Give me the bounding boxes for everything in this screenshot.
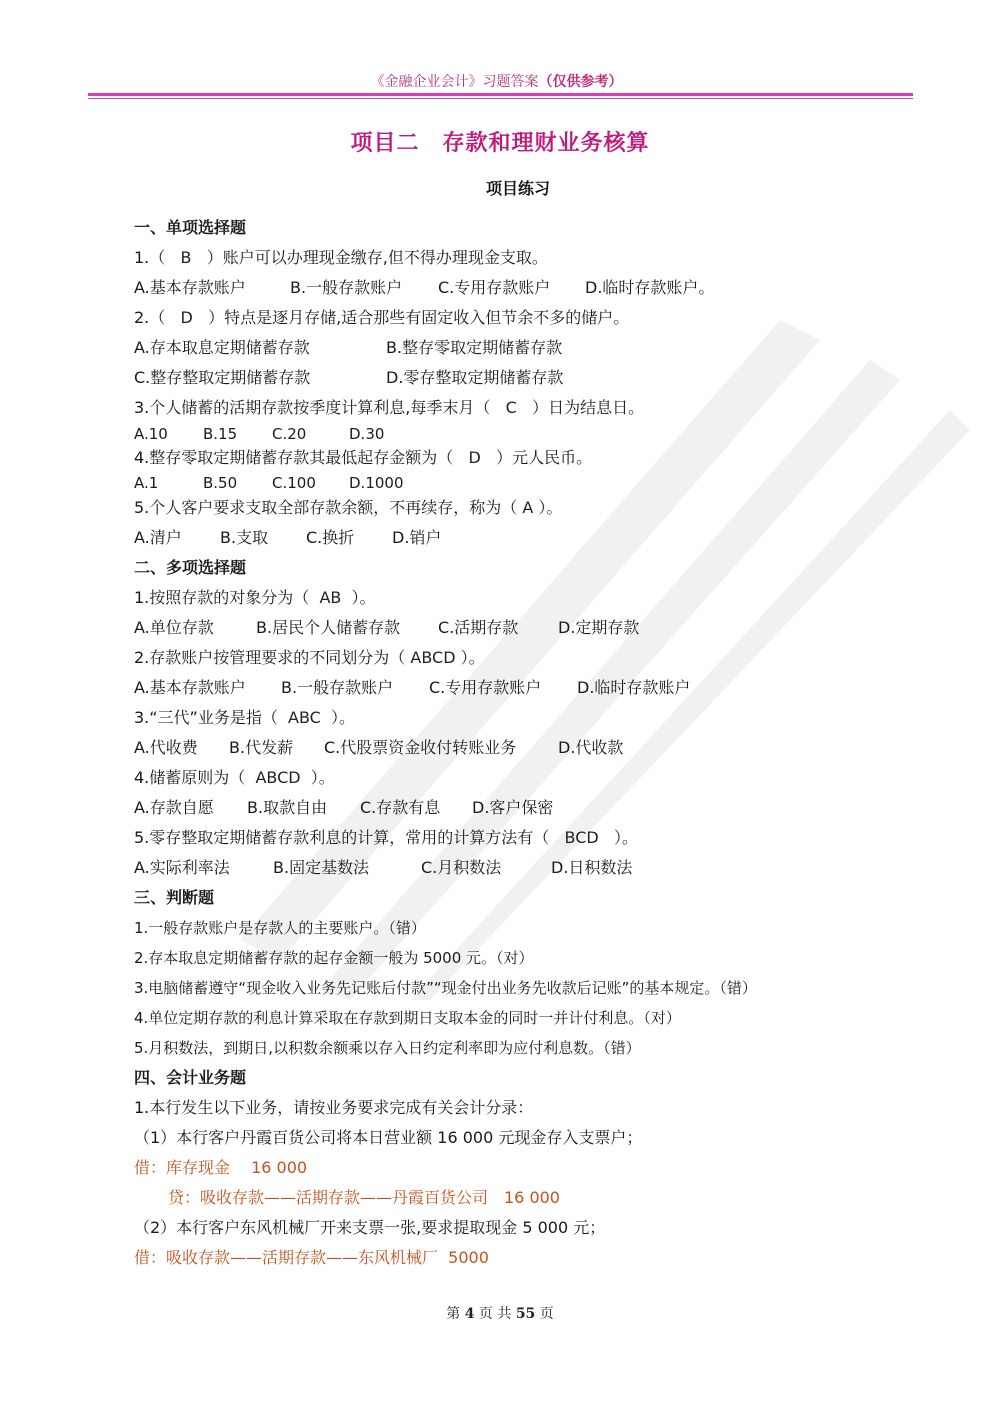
- option: B.固定基数法: [273, 858, 370, 877]
- entry-2-debit: 借：吸收存款——活期存款——东风机械厂 5000: [134, 1248, 489, 1267]
- option: A.清户: [134, 528, 182, 547]
- option: B.一般存款账户: [290, 278, 403, 297]
- option: C.存款有息: [360, 798, 441, 817]
- header-rule-thin: [88, 98, 913, 99]
- entry-1-debit: 借：库存现金 16 000: [134, 1158, 308, 1177]
- option: D.零存整取定期储蓄存款: [386, 368, 564, 387]
- answer: A: [522, 498, 534, 517]
- option: C.专用存款账户: [438, 278, 551, 297]
- answer: D: [468, 448, 481, 467]
- option: D.临时存款账户: [577, 678, 691, 697]
- case-1: （1）本行客户丹霞百货公司将本日营业额 16 000 元现金存入支票户；: [134, 1128, 643, 1147]
- page-total: 55: [515, 1306, 536, 1322]
- option: C.20: [272, 425, 307, 443]
- option: A.实际利率法: [134, 858, 230, 877]
- option: B.50: [203, 474, 238, 492]
- header-title: 《金融企业会计》习题答案: [370, 74, 539, 90]
- option: B.代发薪: [229, 738, 294, 757]
- page-footer: 第 4 页 共 55 页: [446, 1306, 554, 1322]
- option: D.日积数法: [551, 858, 633, 877]
- entry-1-credit: 贷：吸收存款——活期存款——丹霞百货公司 16 000: [168, 1188, 560, 1207]
- case-2: （2）本行客户东风机械厂开来支票一张,要求提取现金 5 000 元；: [134, 1218, 606, 1237]
- option: C.整存整取定期储蓄存款: [134, 368, 311, 387]
- option: A.基本存款账户: [134, 278, 246, 297]
- section-subtitle: 项目练习: [485, 179, 550, 198]
- option: B.居民个人储蓄存款: [256, 618, 401, 637]
- answer: ABC: [288, 708, 321, 727]
- page-number: 4: [464, 1306, 475, 1322]
- answer: AB: [319, 588, 342, 607]
- header-rule-thick: [88, 93, 913, 96]
- answer: BCD: [564, 828, 599, 847]
- question-1-2: 2.（ D ）特点是逐月存储,适合那些有固定收入但节余不多的储户。: [134, 308, 630, 327]
- option: D.临时存款账户。: [585, 278, 715, 297]
- question-2-2: 2.存款账户按管理要求的不同划分为（ ABCD ）。: [134, 648, 485, 667]
- option: B.支取: [220, 528, 269, 547]
- option: B.取款自由: [247, 798, 328, 817]
- question-1-1: 1.（ B ）账户可以办理现金缴存,但不得办理现金支取。: [134, 248, 548, 267]
- option: C.专用存款账户: [429, 678, 542, 697]
- question-2-1: 1.按照存款的对象分为（ AB ）。: [134, 588, 376, 607]
- judgment-item: 2.存本取息定期储蓄存款的起存金额一般为 5000 元。（对）: [134, 949, 534, 967]
- option: C.换折: [306, 528, 355, 547]
- answer: B: [180, 248, 192, 267]
- option: A.基本存款账户: [134, 678, 246, 697]
- judgment-item: 4.单位定期存款的利息计算采取在存款到期日支取本金的同时一并计付利息。（对）: [134, 1009, 681, 1027]
- option: A.存款自愿: [134, 798, 214, 817]
- option: B.15: [203, 425, 238, 443]
- answer: ABCD: [410, 648, 456, 667]
- option: D.代收款: [558, 738, 624, 757]
- option: D.客户保密: [472, 798, 554, 817]
- judgment-item: 3.电脑储蓄遵守“现金收入业务先记账后付款”“现金付出业务先收款后记账”的基本规定。（错）: [134, 979, 757, 997]
- section-heading-multi-choice: 二、多项选择题: [134, 558, 247, 577]
- option: C.活期存款: [438, 618, 519, 637]
- option: D.销户: [392, 528, 442, 547]
- option: A.存本取息定期储蓄存款: [134, 338, 310, 357]
- running-header: [0, 71, 993, 91]
- option: C.月积数法: [421, 858, 502, 877]
- question-2-5: 5.零存整取定期储蓄存款利息的计算，常用的计算方法有（ BCD ）。: [134, 828, 639, 847]
- answer: D: [180, 308, 193, 327]
- option: C.100: [272, 474, 316, 492]
- question-1-4: 4.整存零取定期储蓄存款其最低起存金额为（ D ）元人民币。: [134, 448, 593, 467]
- answer: ABCD: [255, 768, 301, 787]
- option: A.1: [134, 474, 159, 492]
- option: D.1000: [349, 474, 404, 492]
- question-2-4: 4.储蓄原则为（ ABCD ）。: [134, 768, 335, 787]
- question-1-5: 5.个人客户要求支取全部存款余额，不再续存，称为（ A ）。: [134, 498, 563, 517]
- option: D.30: [349, 425, 385, 443]
- answer: C: [505, 398, 517, 417]
- accounting-intro: 1.本行发生以下业务，请按业务要求完成有关会计分录：: [134, 1098, 534, 1117]
- option: B.一般存款账户: [281, 678, 394, 697]
- question-1-3: 3.个人储蓄的活期存款按季度计算利息,每季末月（ C ）日为结息日。: [134, 398, 645, 417]
- section-heading-true-false: 三、判断题: [134, 888, 215, 907]
- option: A.代收费: [134, 738, 198, 757]
- chapter-title: 项目二 存款和理财业务核算: [350, 131, 650, 156]
- judgment-item: 5.月积数法，到期日,以积数余额乘以存入日约定利率即为应付利息数。（错）: [134, 1039, 641, 1057]
- judgment-item: 1.一般存款账户是存款人的主要账户。（错）: [134, 919, 426, 937]
- section-heading-single-choice: 一、单项选择题: [134, 218, 247, 237]
- option: C.代股票资金收付转账业务: [324, 738, 517, 757]
- option: D.定期存款: [558, 618, 640, 637]
- header-note: （仅供参考）: [538, 74, 623, 90]
- option: A.单位存款: [134, 618, 214, 637]
- section-heading-accounting: 四、会计业务题: [134, 1068, 247, 1087]
- question-2-3: 3.“三代”业务是指（ ABC ）。: [134, 708, 356, 727]
- option: A.10: [134, 425, 168, 443]
- option: B.整存零取定期储蓄存款: [386, 338, 563, 357]
